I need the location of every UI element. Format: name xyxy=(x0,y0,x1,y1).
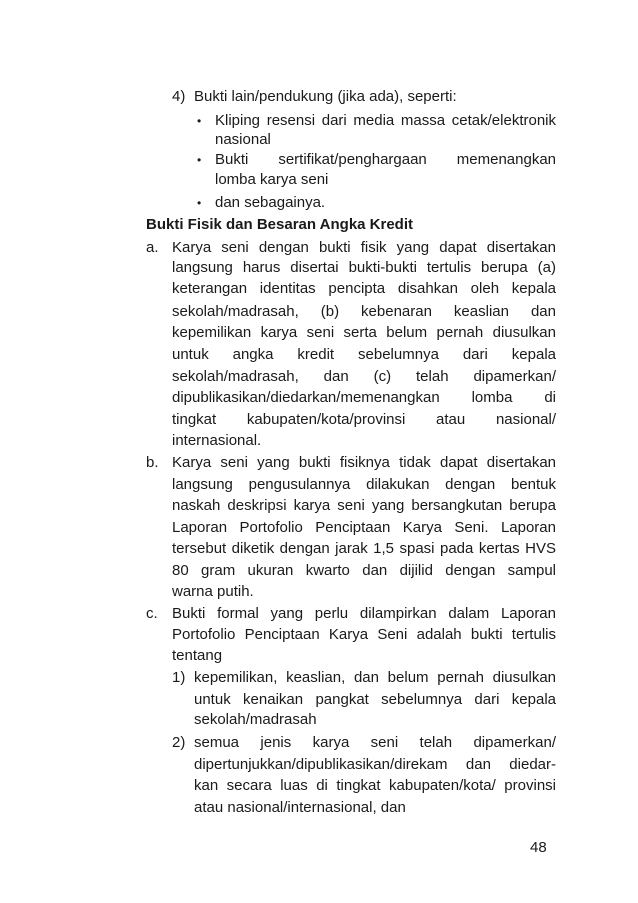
paragraph-line: langsung pengusulannya dilakukan dengan bentuk xyxy=(172,476,556,493)
bullet-dot: • xyxy=(197,153,202,167)
paragraph-line: sekolah/madrasah xyxy=(194,711,317,728)
paragraph-line: atau nasional/internasional, dan xyxy=(194,799,406,816)
paragraph-line: Portofolio Penciptaan Karya Seni adalah bukti tertulis xyxy=(172,626,556,643)
paragraph-line: langsung harus disertai bukti-bukti tertulis berupa (a) xyxy=(172,259,556,276)
paragraph-line: kepemilikan, keaslian, dan belum pernah diusulkan xyxy=(194,669,556,686)
bullet-dot: • xyxy=(197,196,202,210)
paragraph-line: Laporan Portofolio Penciptaan Karya Seni. Laporan xyxy=(172,519,556,536)
sub-item-label: 2) xyxy=(172,734,186,751)
section-heading: Bukti Fisik dan Besaran Angka Kredit xyxy=(146,216,414,233)
paragraph-line: naskah deskripsi karya seni yang bersangkutan berupa xyxy=(172,497,556,514)
paragraph-line: sekolah/madrasah, dan (c) telah dipamerkan/ xyxy=(172,368,556,385)
intro-item-title: Bukti lain/pendukung (jika ada), seperti: xyxy=(194,88,457,105)
paragraph-line: tentang xyxy=(172,647,223,664)
paragraph-line: keterangan identitas pencipta disahkan oleh kepala xyxy=(172,280,556,297)
paragraph-line: Karya seni yang bukti fisiknya tidak dapat disertakan xyxy=(172,454,556,471)
item-label: c. xyxy=(146,605,158,622)
paragraph-line: 80 gram ukuran kwarto dan dijilid dengan sampul xyxy=(172,562,556,579)
sub-item-label: 1) xyxy=(172,669,186,686)
paragraph-line: tingkat kabupaten/kota/provinsi atau nasional/ xyxy=(172,411,556,428)
paragraph-line: untuk angka kredit sebelumnya dari kepala xyxy=(172,346,556,363)
paragraph-line: semua jenis karya seni telah dipamerkan/ xyxy=(194,734,556,751)
bullet-dot: • xyxy=(197,114,202,128)
paragraph-line: Karya seni dengan bukti fisik yang dapat disertakan xyxy=(172,239,556,256)
page-number: 48 xyxy=(530,839,547,856)
bullet-text-line: nasional xyxy=(215,131,271,148)
paragraph-line: tersebut diketik dengan jarak 1,5 spasi pada kertas HVS xyxy=(172,540,556,557)
bullet-text-line: dan sebagainya. xyxy=(215,194,326,211)
bullet-text-line: Kliping resensi dari media massa cetak/elektronik xyxy=(215,112,556,129)
bullet-text-line: lomba karya seni xyxy=(215,171,329,188)
paragraph-line: dipertunjukkan/dipublikasikan/direkam dan diedar- xyxy=(194,756,556,773)
paragraph-line: Bukti formal yang perlu dilampirkan dalam Laporan xyxy=(172,605,556,622)
paragraph-line: untuk kenaikan pangkat sebelumnya dari kepala xyxy=(194,691,556,708)
intro-item-number: 4) xyxy=(172,88,186,105)
paragraph-line: warna putih. xyxy=(172,583,254,600)
paragraph-line: internasional. xyxy=(172,432,262,449)
paragraph-line: kepemilikan karya seni serta belum pernah diusulkan xyxy=(172,324,556,341)
paragraph-line: dipublikasikan/diedarkan/memenangkan lomba di xyxy=(172,389,556,406)
bullet-text-line: Bukti sertifikat/penghargaan memenangkan xyxy=(215,151,556,168)
item-label: a. xyxy=(146,239,159,256)
item-label: b. xyxy=(146,454,159,471)
paragraph-line: sekolah/madrasah, (b) kebenaran keaslian dan xyxy=(172,303,556,320)
paragraph-line: kan secara luas di tingkat kabupaten/kota/ provinsi xyxy=(194,777,556,794)
